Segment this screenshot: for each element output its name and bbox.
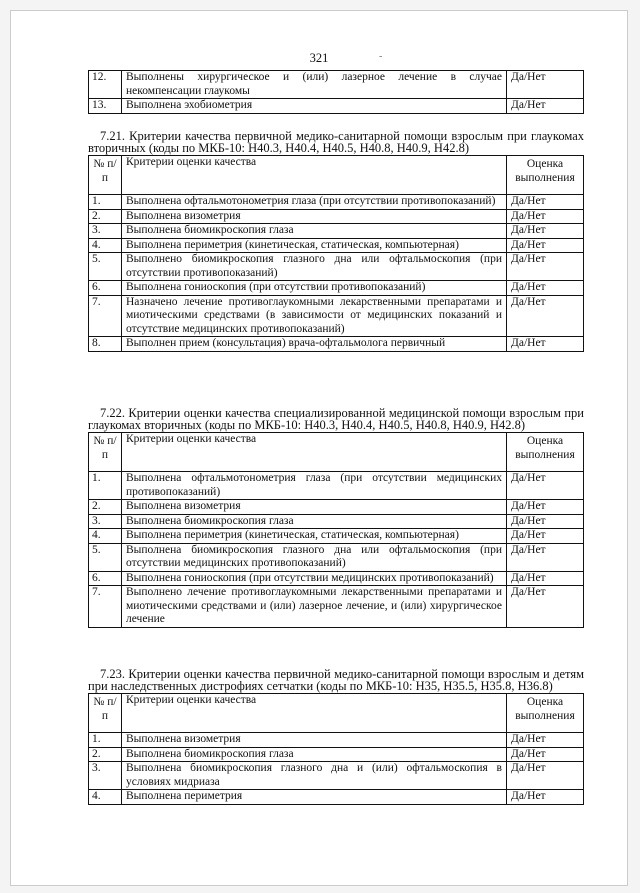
table-row — [89, 472, 584, 500]
result-cell: Да/Нет — [507, 224, 584, 239]
criterion-text: Выполнено биомикроскопия глазного дна или офтальмоскопия (при отсутствии противопоказаний) — [122, 253, 507, 281]
column-header-criteria: Критерии оценки качества — [122, 433, 507, 472]
row-number: 3. — [89, 224, 122, 239]
table-row — [89, 253, 584, 281]
row-number: 6. — [89, 281, 122, 296]
column-header-criteria: Критерии оценки качества — [122, 156, 507, 195]
result-cell: Да/Нет — [507, 543, 584, 571]
criterion-text: Выполнена биомикроскопия глаза — [122, 514, 507, 529]
section-heading: 7.23. Критерии оценки качества первичной медико-санитарной помощи взрослым и детям при наследственных дистрофиях сетчатки (коды по МКБ-10: H35, H35.5, H35.8, H36.8) — [88, 667, 584, 693]
page-number: 321 — [309, 51, 329, 65]
result-cell: Да/Нет — [507, 238, 584, 253]
table-row — [89, 790, 584, 805]
result-cell: Да/Нет — [507, 472, 584, 500]
continuation-table — [88, 70, 584, 114]
table-row — [89, 733, 584, 748]
criterion-text: Назначено лечение противоглаукомными лекарственными препаратами и миотическими средствами (в зависимости от медицинских показаний и отсутствие медицинских противопоказаний) — [122, 295, 507, 337]
criterion-text: Выполнена офтальмотонометрия глаза (при отсутствии противопоказаний) — [122, 195, 507, 210]
result-cell: Да/Нет — [507, 762, 584, 790]
row-number: 4. — [89, 529, 122, 544]
result-cell: Да/Нет — [507, 500, 584, 515]
criterion-text: Выполнена биомикроскопия глазного дна или офтальмоскопия (при отсутствии медицинских противопоказаний) — [122, 543, 507, 571]
result-cell: Да/Нет — [507, 733, 584, 748]
table-header-row — [89, 694, 584, 733]
row-number: 8. — [89, 337, 122, 352]
table-row — [89, 571, 584, 586]
section-7-23 — [88, 668, 584, 805]
column-header-criteria: Критерии оценки качества — [122, 694, 507, 733]
column-header-number: № п/п — [89, 433, 122, 472]
result-cell: Да/Нет — [507, 195, 584, 210]
criterion-text: Выполнена визометрия — [122, 733, 507, 748]
section-7-21 — [88, 130, 584, 352]
table-row — [89, 514, 584, 529]
criterion-text: Выполнена визометрия — [122, 209, 507, 224]
table-row — [89, 71, 584, 99]
table-row — [89, 195, 584, 210]
result-cell: Да/Нет — [507, 99, 584, 114]
table-row — [89, 747, 584, 762]
table-row — [89, 500, 584, 515]
result-cell: Да/Нет — [507, 337, 584, 352]
column-header-result: Оценка выполнения — [507, 433, 584, 472]
result-cell: Да/Нет — [507, 209, 584, 224]
criterion-text: Выполнена периметрия (кинетическая, статическая, компьютерная) — [122, 529, 507, 544]
row-number: 7. — [89, 295, 122, 337]
criterion-text: Выполнена офтальмотонометрия глаза (при отсутствии медицинских противопоказаний) — [122, 472, 507, 500]
table-header-row — [89, 156, 584, 195]
section-heading: 7.22. Критерии оценки качества специализированной медицинской помощи взрослым при глаукомах вторичных (коды по МКБ-10: H40.3, H40.4, H40.5, H40.8, H40.9, H42.8) — [88, 406, 584, 432]
result-cell: Да/Нет — [507, 586, 584, 628]
table-row — [89, 295, 584, 337]
result-cell: Да/Нет — [507, 253, 584, 281]
column-header-result: Оценка выполнения — [507, 156, 584, 195]
criterion-text: Выполнена визометрия — [122, 500, 507, 515]
row-number: 1. — [89, 733, 122, 748]
table-row — [89, 543, 584, 571]
row-number: 3. — [89, 762, 122, 790]
table-row — [89, 586, 584, 628]
column-header-number: № п/п — [89, 156, 122, 195]
result-cell: Да/Нет — [507, 571, 584, 586]
row-number: 2. — [89, 209, 122, 224]
criterion-text: Выполнена гониоскопия (при отсутствии медицинских противопоказаний) — [122, 571, 507, 586]
row-number: 4. — [89, 790, 122, 805]
criteria-table — [88, 155, 584, 352]
row-number: 4. — [89, 238, 122, 253]
row-number: 13. — [89, 99, 122, 114]
criterion-text: Выполнено лечение противоглаукомными лекарственными препаратами и миотическими средствами и (или) лазерное лечение, и (или) хирургическое лечение — [122, 586, 507, 628]
result-cell: Да/Нет — [507, 747, 584, 762]
table-row — [89, 224, 584, 239]
page-mark: - — [379, 51, 383, 62]
criterion-text: Выполнена периметрия — [122, 790, 507, 805]
table-row — [89, 529, 584, 544]
section-heading: 7.21. Критерии качества первичной медико-санитарной помощи взрослым при глаукомах вторичных (коды по МКБ-10: H40.3, H40.4, H40.5, H40.8, H40.9, H42.8) — [88, 129, 584, 155]
table-row — [89, 99, 584, 114]
row-number: 1. — [89, 472, 122, 500]
table-row — [89, 209, 584, 224]
criterion-text: Выполнены хирургическое и (или) лазерное лечение в случае некомпенсации глаукомы — [122, 71, 507, 99]
result-cell: Да/Нет — [507, 281, 584, 296]
row-number: 3. — [89, 514, 122, 529]
criterion-text: Выполнена гониоскопия (при отсутствии противопоказаний) — [122, 281, 507, 296]
result-cell: Да/Нет — [507, 295, 584, 337]
row-number: 7. — [89, 586, 122, 628]
row-number: 6. — [89, 571, 122, 586]
result-cell: Да/Нет — [507, 514, 584, 529]
row-number: 2. — [89, 747, 122, 762]
row-number: 1. — [89, 195, 122, 210]
result-cell: Да/Нет — [507, 529, 584, 544]
result-cell: Да/Нет — [507, 71, 584, 99]
criteria-table — [88, 693, 584, 805]
table-row — [89, 238, 584, 253]
row-number: 12. — [89, 71, 122, 99]
row-number: 5. — [89, 543, 122, 571]
criterion-text: Выполнена биомикроскопия глазного дна и (или) офтальмоскопия в условиях мидриаза — [122, 762, 507, 790]
column-header-number: № п/п — [89, 694, 122, 733]
continuation-table-section — [88, 70, 584, 114]
table-header-row — [89, 433, 584, 472]
column-header-result: Оценка выполнения — [507, 694, 584, 733]
table-row — [89, 762, 584, 790]
result-cell: Да/Нет — [507, 790, 584, 805]
criterion-text: Выполнена биомикроскопия глаза — [122, 224, 507, 239]
row-number: 5. — [89, 253, 122, 281]
section-7-22 — [88, 407, 584, 628]
criteria-table — [88, 432, 584, 628]
criterion-text: Выполнена периметрия (кинетическая, статическая, компьютерная) — [122, 238, 507, 253]
table-row — [89, 281, 584, 296]
row-number: 2. — [89, 500, 122, 515]
table-row — [89, 337, 584, 352]
criterion-text: Выполнена биомикроскопия глаза — [122, 747, 507, 762]
criterion-text: Выполнен прием (консультация) врача-офтальмолога первичный — [122, 337, 507, 352]
criterion-text: Выполнена эхобиометрия — [122, 99, 507, 114]
